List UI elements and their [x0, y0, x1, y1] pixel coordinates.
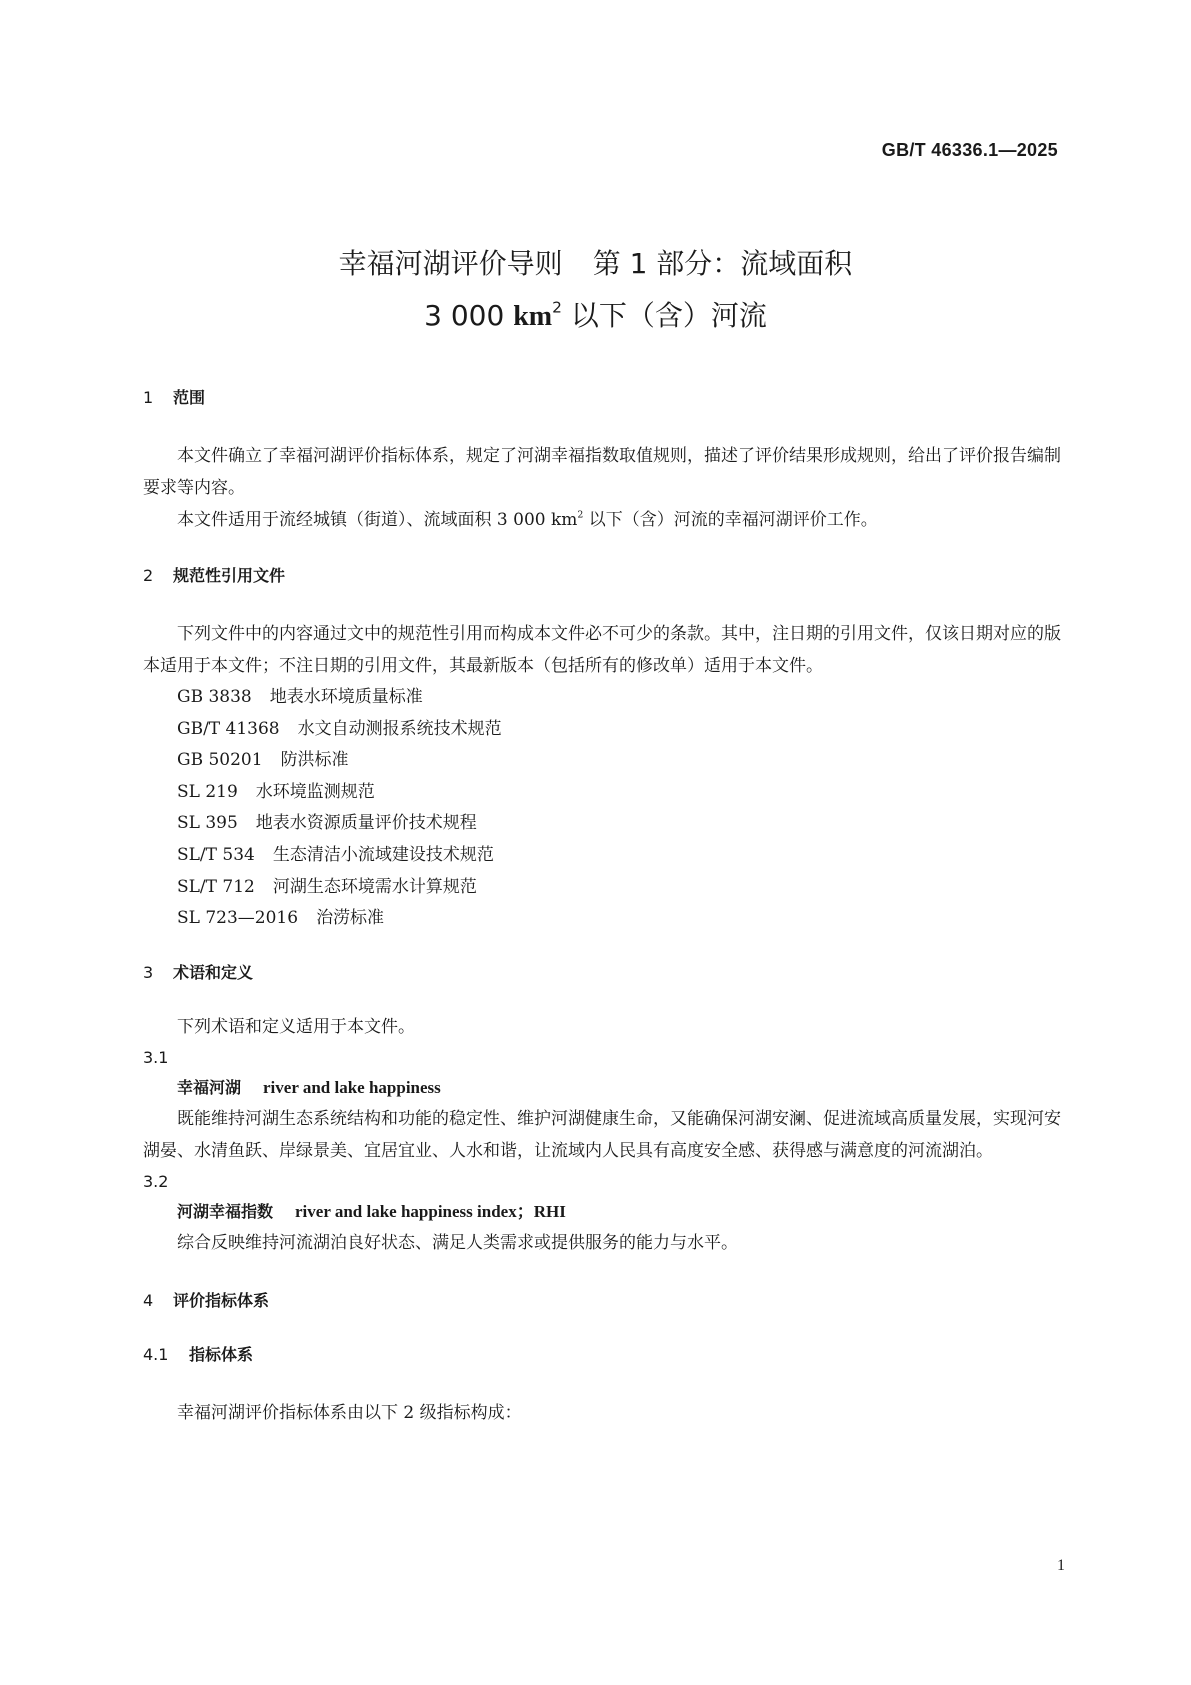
term-number: 3.2 — [143, 1171, 169, 1191]
reference-name: 治涝标准 — [316, 908, 385, 929]
section-number: 2 — [143, 566, 154, 585]
term-definition: 既能维持河湖生态系统结构和功能的稳定性、维护河湖健康生命，又能确保河湖安澜、促进流域高质量发展，实现河安湖晏、水清鱼跃、岸绿景美、宜居宜业、人水和谐，让流域内人民具有高度安全感、获得感与满意度的河流湖泊。 — [143, 1108, 1061, 1161]
subsection-4-1-heading — [143, 1343, 1061, 1367]
reference-item — [143, 872, 1061, 904]
section-4-heading — [143, 1289, 1061, 1313]
term-english: river and lake happiness index；RHI — [295, 1201, 566, 1221]
term-heading — [143, 1073, 1061, 1103]
title-part-a: 幸福河湖评价导则 — [338, 247, 563, 280]
reference-code: SL/T 712 — [177, 876, 255, 897]
reference-item — [143, 745, 1061, 777]
reference-item — [143, 682, 1061, 714]
section-title: 评价指标体系 — [173, 1290, 270, 1310]
paragraph-text: 以下（含）河流的幸福河湖评价工作。 — [583, 510, 878, 530]
section-number: 4 — [143, 1290, 154, 1310]
reference-item — [143, 777, 1061, 809]
reference-code: SL/T 534 — [177, 844, 255, 865]
reference-name: 水文自动测报系统技术规范 — [297, 718, 502, 739]
section-3-intro: 下列术语和定义适用于本文件。 — [177, 1016, 415, 1037]
section-2-paragraph-1: 下列文件中的内容通过文中的规范性引用而构成本文件必不可少的条款。其中，注日期的引用文件，仅该日期对应的版本适用于本文件；不注日期的引用文件，其最新版本（包括所有的修改单）适用于本文件。 — [143, 624, 1061, 676]
superscript: 2 — [577, 509, 584, 521]
document-body — [143, 386, 1061, 1429]
paragraph-text: 本文件适用于流经城镇（街道）、流域面积 3 000 km — [177, 510, 578, 530]
reference-name: 生态清洁小流域建设技术规范 — [272, 844, 494, 865]
term-english: river and lake happiness — [263, 1077, 441, 1097]
section-4-paragraph-1: 幸福河湖评价指标体系由以下 2 级指标构成： — [177, 1402, 522, 1423]
term-chinese: 幸福河湖 — [177, 1077, 242, 1097]
title-unit: km — [513, 301, 553, 332]
page-number: 1 — [1057, 1557, 1065, 1574]
reference-code: SL 723—2016 — [177, 908, 299, 929]
term-number: 3.1 — [143, 1047, 169, 1067]
title-number: 3 000 — [424, 299, 514, 332]
reference-item — [143, 714, 1061, 746]
term-chinese: 河湖幸福指数 — [177, 1201, 274, 1221]
subsection-number: 4.1 — [143, 1344, 169, 1364]
section-2-heading — [143, 564, 1061, 588]
reference-code: GB/T 41368 — [177, 718, 280, 739]
section-number: 3 — [143, 962, 154, 982]
section-3-heading — [143, 961, 1061, 985]
section-1-paragraph-2 — [143, 504, 1061, 536]
standard-code: GB/T 46336.1—2025 — [881, 140, 1058, 160]
reference-name: 防洪标准 — [280, 750, 349, 771]
reference-item — [143, 808, 1061, 840]
subsection-title: 指标体系 — [189, 1344, 254, 1364]
section-title: 术语和定义 — [173, 962, 254, 982]
reference-code: SL 219 — [177, 781, 238, 802]
section-1-paragraph-1: 本文件确立了幸福河湖评价指标体系，规定了河湖幸福指数取值规则，描述了评价结果形成规则，给出了评价报告编制要求等内容。 — [143, 446, 1061, 498]
section-title: 规范性引用文件 — [173, 566, 286, 585]
reference-item — [143, 903, 1061, 935]
term-definition: 综合反映维持河流湖泊良好状态、满足人类需求或提供服务的能力与水平。 — [177, 1232, 738, 1253]
title-line-2 — [0, 290, 1191, 343]
title-unit-superscript: 2 — [552, 298, 562, 317]
reference-code: GB 3838 — [177, 687, 252, 707]
reference-item — [143, 840, 1061, 872]
section-title: 范围 — [173, 388, 206, 407]
reference-code: SL 395 — [177, 813, 238, 834]
reference-name: 地表水资源质量评价技术规程 — [255, 813, 477, 834]
term-heading — [143, 1197, 1061, 1227]
reference-code: GB 50201 — [177, 750, 263, 771]
title-line-1 — [0, 238, 1191, 290]
section-1-heading — [143, 386, 1061, 410]
reference-name: 地表水环境质量标准 — [269, 687, 423, 707]
reference-name: 河湖生态环境需水计算规范 — [272, 876, 477, 897]
reference-name: 水环境监测规范 — [255, 781, 375, 802]
section-number: 1 — [143, 388, 154, 407]
document-title — [0, 238, 1191, 343]
title-part-b: 第 1 部分：流域面积 — [592, 247, 853, 280]
title-rest: 以下（含）河流 — [561, 299, 767, 332]
